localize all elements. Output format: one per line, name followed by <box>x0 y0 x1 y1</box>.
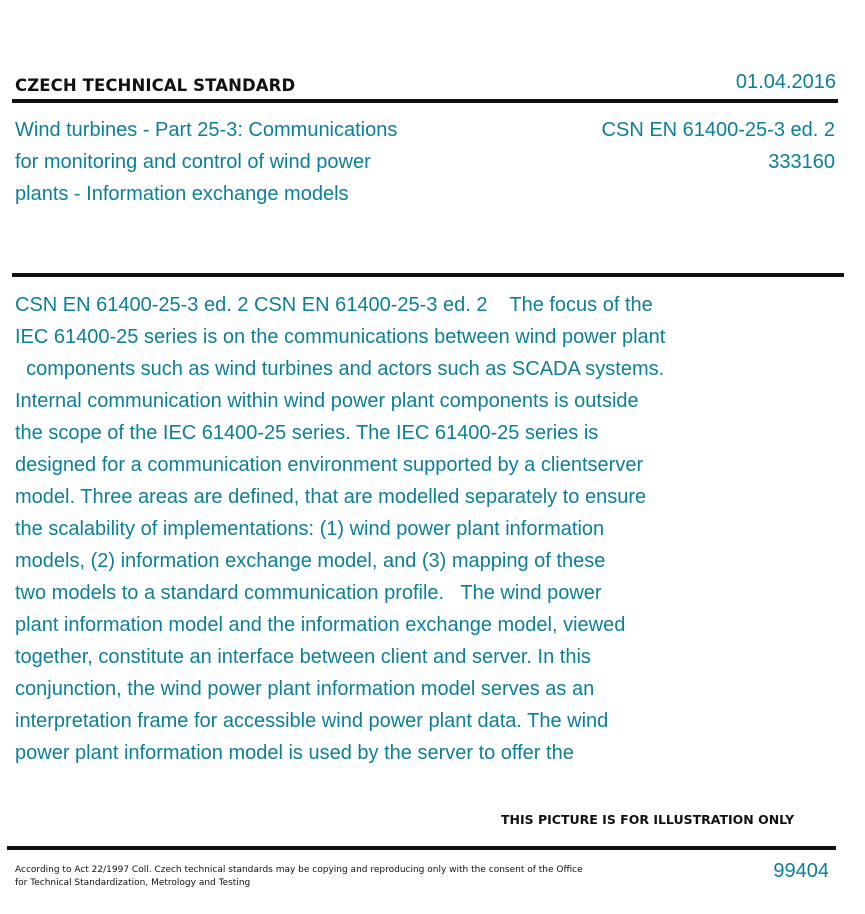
header-divider <box>12 99 838 103</box>
abstract-line: power plant information model is used by the server to offer the <box>15 742 574 764</box>
standard-identifier <box>602 114 835 178</box>
abstract-line: models, (2) information exchange model, and (3) mapping of these <box>15 550 606 572</box>
document-number: 99404 <box>773 860 829 882</box>
legal-line: According to Act 22/1997 Coll. Czech technical standards may be copying and reproducing only with the consent of the Office <box>15 865 583 875</box>
abstract-line: components such as wind turbines and actors such as SCADA systems. <box>15 358 665 380</box>
title-line: plants - Information exchange models <box>15 183 349 205</box>
title-divider <box>12 273 844 277</box>
footer-divider <box>7 846 836 850</box>
document-title <box>15 114 455 210</box>
illustration-notice: THIS PICTURE IS FOR ILLUSTRATION ONLY <box>501 812 795 827</box>
standard-code: CSN EN 61400-25-3 ed. 2 <box>601 119 835 141</box>
abstract-line: model. Three areas are defined, that are modelled separately to ensure <box>15 486 647 508</box>
abstract-line: the scalability of implementations: (1) wind power plant information <box>15 518 605 540</box>
abstract-line: two models to a standard communication profile. The wind power <box>15 582 602 604</box>
class-number: 333160 <box>768 151 835 173</box>
standard-label: CZECH TECHNICAL STANDARD <box>15 76 296 95</box>
abstract-text <box>15 289 745 769</box>
legal-line: for Technical Standardization, Metrology and Testing <box>15 877 251 888</box>
abstract-line: the scope of the IEC 61400-25 series. The IEC 61400-25 series is <box>15 422 599 444</box>
abstract-line: interpretation frame for accessible wind power plant data. The wind <box>15 710 609 732</box>
legal-notice <box>15 864 615 889</box>
abstract-line: conjunction, the wind power plant information model serves as an <box>15 678 595 700</box>
abstract-line: plant information model and the information exchange model, viewed <box>15 614 626 636</box>
publication-date: 01.04.2016 <box>735 71 836 93</box>
abstract-line: designed for a communication environment supported by a clientserver <box>15 454 644 476</box>
title-line: for monitoring and control of wind power <box>15 151 371 173</box>
abstract-line: together, constitute an interface between client and server. In this <box>15 646 591 668</box>
abstract-line: IEC 61400-25 series is on the communications between wind power plant <box>15 326 666 348</box>
title-line: Wind turbines - Part 25-3: Communications <box>15 119 398 141</box>
abstract-line: Internal communication within wind power plant components is outside <box>15 390 639 412</box>
abstract-line: CSN EN 61400-25-3 ed. 2 CSN EN 61400-25-3 ed. 2 The focus of the <box>15 294 653 316</box>
